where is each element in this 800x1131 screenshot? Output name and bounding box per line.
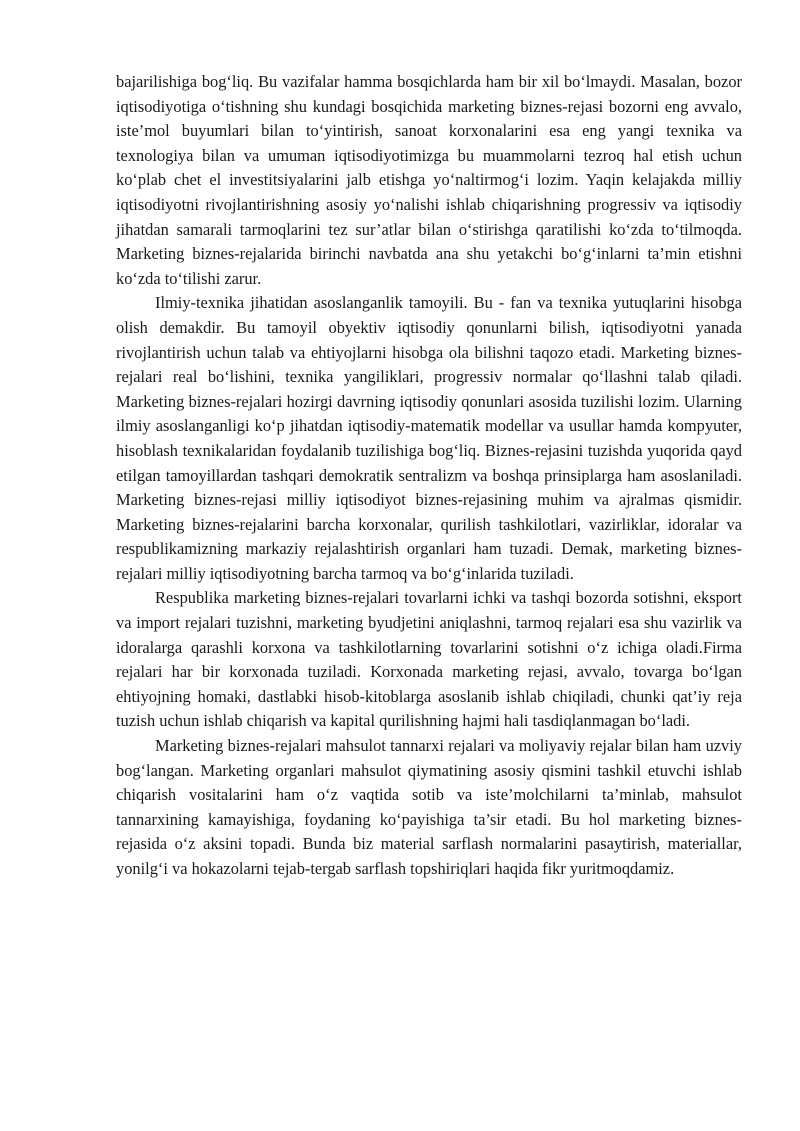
paragraph-cost-plans: Marketing biznes-rejalari mahsulot tannarxi rejalari va moliyaviy rejalar bilan ham uzviy bog‘langan. Marketing organlari mahsulot qiymatining asosiy qismini tashkil etuvchi ishlab chiqarish vositalarini ham o‘z vaqtida sotib va iste’molchilarni ta’minlab, mahsulot tannarxining kamayishiga, foydaning ko‘payishiga ta’sir etadi. Bu hol marketing biznes-rejasida o‘z aksini topadi. Bunda biz material sarflash normalarini pasaytirish, materiallar, yonilg‘i va hokazolarni tejab-tergab sarflash topshiriqlari haqida fikr yuritmoqdamiz. <box>116 736 742 878</box>
paragraph-scientific-principle: Ilmiy-texnika jihatidan asoslanganlik tamoyili. Bu - fan va texnika yutuqlarini hisobga olish demakdir. Bu tamoyil obyektiv iqtisodiy qonunlarni bilish, iqtisodiyotni yanada rivojlantirish uchun talab va ehtiyojlarni hisobga ola bilishni taqozo etadi. Marketing biznes-rejalari real bo‘lishini, texnika yangiliklari, progressiv normalar qo‘llashni talab qiladi. Marketing biznes-rejalari hozirgi davrning iqtisodiy qonunlari asosida tuzilishi lozim. Ularning ilmiy asoslanganligi ko‘p jihatdan iqtisodiy-matematik modellar va usullar hamda kompyuter, hisoblash texnikalaridan foydalanib tuzilishiga bog‘liq. Biznes-rejasini tuzishda yuqorida qayd etilgan tamoyillardan tashqari demokratik sentralizm va boshqa prinsiplarga ham asoslaniladi. Marketing biznes-rejasi milliy iqtisodiyot biznes-rejasining muhim va ajralmas qismidir. Marketing biznes-rejalarini barcha korxonalar, qurilish tashkilotlari, vazirliklar, idoralar va respublikamizning markaziy rejalashtirish organlari ham tuzadi. Demak, marketing biznes-rejalari milliy iqtisodiyotning barcha tarmoq va bo‘g‘inlarida tuziladi. <box>116 293 742 583</box>
paragraph-republic-plans: Respublika marketing biznes-rejalari tovarlarni ichki va tashqi bozorda sotishni, eksport va import rejalari tuzishni, marketing byudjetini aniqlashni, tarmoq rejalari esa shu vazirlik va idoralarga qarashli korxona va tashkilotlarning tovarlarini sotishni o‘z ichiga oladi.Firma rejalari har bir korxonada tuziladi. Korxonada marketing rejasi, avvalo, tovarga bo‘lgan ehtiyojning homaki, dastlabki hisob-kitoblarga asoslanib ishlab chiqiladi, chunki qat’iy reja tuzish uchun ishlab chiqarish va kapital qurilishning hajmi hali tasdiqlanmagan bo‘ladi. <box>116 588 742 731</box>
paragraph-continuation: bajarilishiga bog‘liq. Bu vazifalar hamma bosqichlarda ham bir xil bo‘lmaydi. Masalan, bozor iqtisodiyotiga o‘tishning shu kundagi bosqichida marketing biznes-rejasi bozorni eng avvalo, iste’mol buyumlari bilan to‘yintirish, sanoat korxonalarini esa eng yangi texnika va texnologiya bilan va umuman iqtisodiyotimizga bu muammolarni tezroq hal etish uchun ko‘plab chet el investitsiyalarini jalb etishga yo‘naltirmog‘i lozim. Yaqin kelajakda milliy iqtisodiyotni rivojlantirishning asosiy yo‘nalishi ishlab chiqarishning progressiv va iqtisodiy jihatdan samarali tarmoqlarini tez sur’atlar bilan o‘stirishga qaratilishi ko‘zda to‘tilmoqda. Marketing biznes-rejalarida birinchi navbatda ana shu yetakchi bo‘g‘inlarni ta’min etishni ko‘zda to‘tilishi zarur. <box>116 72 742 288</box>
document-page <box>116 70 742 882</box>
